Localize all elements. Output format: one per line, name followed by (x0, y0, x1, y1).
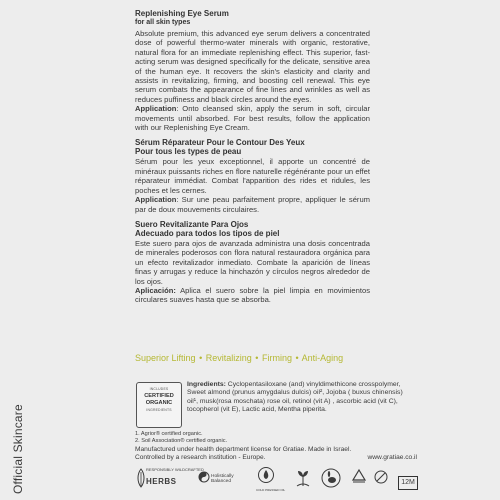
cold-pressed-text: COLD PRESSED OIL (256, 488, 286, 492)
herbs-badge-text: HERBS (146, 477, 177, 486)
english-body: Absolute premium, this advanced eye serum delivers a concentrated dose of powerful thermo-water minerals with organic, restorative, natural flora for an immediate replenishing effect. This superior, fast-acting serum was designed specifically for the delicate, sensitive area of the human eye. It recovers the skin's elasticity and clarity and assists in revitalizing, firming, and boosting cell renewal. This eye serum combats the appearance of fine lines and wrinkles as well as reduces puffiness and black circles around the eyes. (135, 29, 370, 104)
description-content (135, 9, 370, 305)
french-section (135, 138, 370, 213)
benefit-item: Firming (261, 353, 292, 363)
manufacture-control-text: Controlled by a research institution - Europe. (135, 454, 266, 462)
rabbit-icon (321, 468, 341, 488)
footnotes (135, 431, 415, 446)
spanish-title: Suero Revitalizante Para Ojos (135, 219, 249, 229)
bullet-separator: • (255, 353, 259, 363)
english-section (135, 9, 370, 132)
cert-line-certified: CERTIFIED (144, 393, 174, 399)
english-title: Replenishing Eye Serum (135, 9, 229, 18)
manufacture-info (135, 446, 417, 463)
holistic-badge (211, 474, 234, 484)
website-link[interactable]: www.gratiae.co.il (367, 454, 417, 462)
ingredients-label: Ingredients: (187, 381, 226, 388)
holistic-line-1: Holistically (211, 474, 234, 479)
benefits-line (135, 353, 375, 363)
bullet-separator: • (295, 353, 299, 363)
french-application-label: Application (135, 195, 177, 205)
french-body: Sérum pour les yeux exceptionnel, il apporte un concentré de minéraux puissants riches en flore naturelle régénérante pour un effet réparateur immédiat. Combat l'apparition des rides et ridules, les poches et les cernes. (135, 157, 370, 195)
french-application (135, 195, 370, 214)
herbs-badge-small-text: RESPONSIBLY WILDCRAFTED (146, 467, 204, 472)
yin-yang-icon (198, 470, 210, 484)
ingredients-block (187, 381, 409, 415)
spanish-subtitle: Adecuado para todos los tipos de piel (135, 228, 280, 238)
recycle-icon (350, 468, 368, 488)
oil-drop-icon (258, 466, 274, 486)
benefit-item: Revitalizing (205, 353, 252, 363)
footnote-1: 1. Agrior® certified organic. (135, 431, 203, 437)
spanish-section (135, 220, 370, 305)
holistic-line-2: Balanced (211, 479, 232, 485)
french-application-text: : Sur une peau parfaitement propre, appliquer le sérum par de doux mouvements circulaires. (135, 195, 370, 214)
manufacture-line-2 (135, 454, 417, 462)
english-application-text: : Onto cleansed skin, apply the serum in soft, circular movements until absorbed. For best results, follow the application with our Replenishing Eye Cream. (135, 104, 370, 133)
hand-with-plant-icon (296, 468, 310, 488)
vertical-brand-text: Official Skincare (11, 404, 25, 494)
period-after-opening-icon: 12M (398, 476, 418, 490)
cert-line-ingredients: INGREDIENTS (146, 408, 172, 412)
english-application-label: Application (135, 104, 177, 114)
french-subtitle: Pour tous les types de peau (135, 147, 242, 157)
cert-line-organic: ORGANIC (145, 400, 173, 406)
badge-logos (136, 466, 418, 492)
manufacture-line-1: Manufactured under health department license for Gratiae. Made in Israel. (135, 446, 352, 453)
spanish-application-label: Aplicación: (135, 285, 176, 295)
spanish-application (135, 286, 370, 305)
ingredients-text: Cyclopentasiloxane (and) vinyldimethicone crosspolymer, Sweet almond (prunus amygdalus dulcis) oil², Jojoba ( buxus chinensis) oil¹, musk(rosa moschata) rose oil, retinol (vit A) , ascorbic acid (vit C), tocopherol (vit E), Lactic acid, Mentha piperita. (187, 381, 403, 414)
no-animal-testing-icon (374, 470, 388, 484)
leaf-icon (136, 468, 146, 488)
spanish-body: Este suero para ojos de avanzada administra una dosis concentrada de minerales poderosos con flora natural restauradora orgánica para un efecto revitalizador inmediato. Combate la aparición de líneas finas y arrugas y reduce la hinchazón y círculos negros alrededor de los ojos. (135, 238, 370, 286)
english-application (135, 104, 370, 132)
french-title: Sérum Réparateur Pour le Contour Des Yeux (135, 138, 305, 148)
footnote-2: 2. Soil Association® certified organic. (135, 438, 228, 445)
bullet-separator: • (199, 353, 203, 363)
cert-line-includes: INCLUDES (149, 387, 169, 391)
certified-organic-badge (136, 382, 182, 428)
english-subtitle: for all skin types (135, 19, 191, 26)
benefit-item: Superior Lifting (135, 353, 196, 363)
spanish-application-text: Aplica el suero sobre la piel limpia en movimientos circulares suaves hasta que se absorba. (135, 285, 370, 305)
benefit-item: Anti-Aging (301, 353, 344, 363)
